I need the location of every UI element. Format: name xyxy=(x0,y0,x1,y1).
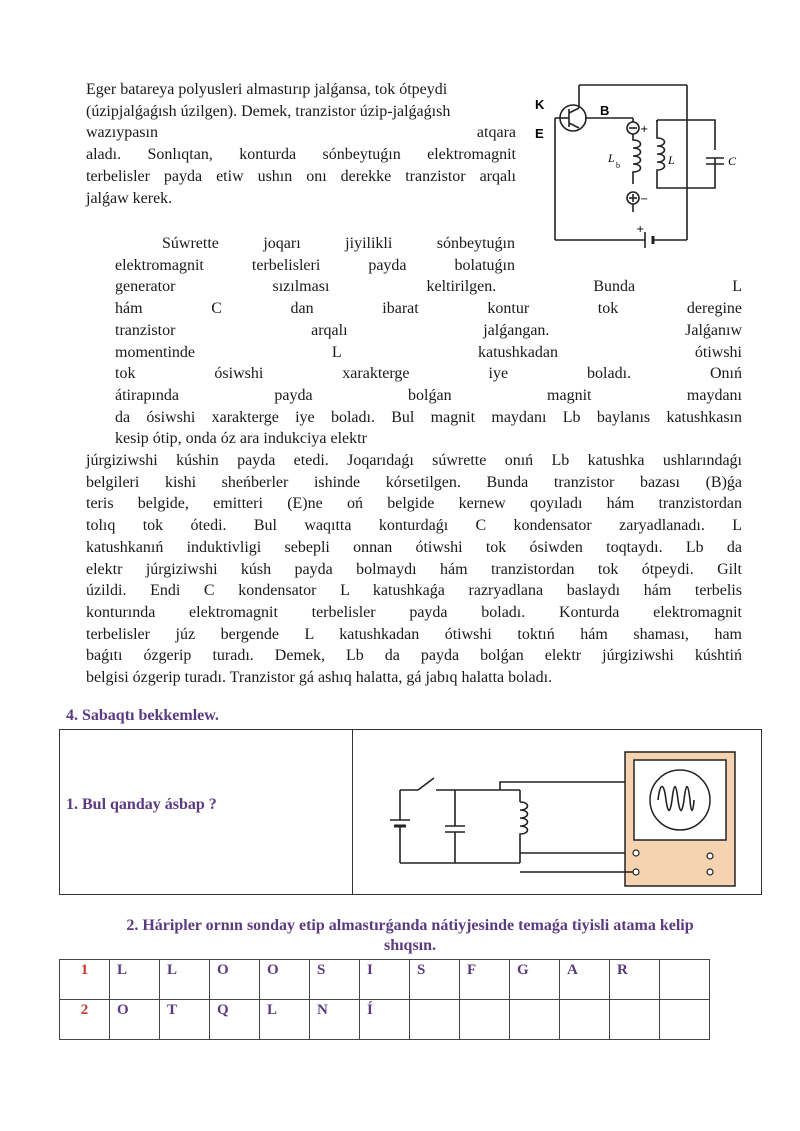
letter-cell xyxy=(610,1000,660,1040)
circuit-label-b: B xyxy=(600,103,610,118)
row-number: 1 xyxy=(60,960,110,1000)
text-line: kesip ótip, onda óz ara indukciya elektr xyxy=(115,430,367,448)
letter-cell xyxy=(660,1000,710,1040)
svg-text:b: b xyxy=(616,161,620,170)
letter-cell: S xyxy=(410,960,460,1000)
explanation-paragraph xyxy=(86,450,742,689)
text-line: aladı. Sonlıqtan, konturda sónbeytuǵın elektromagnit xyxy=(86,146,516,164)
text-line: belgisi ózgerip turadı. Tranzistor gá ashıq halatta, gá jabıq halatta boladı. xyxy=(86,669,553,687)
letter-cell: S xyxy=(310,960,360,1000)
letter-cell: O xyxy=(210,960,260,1000)
text-line: júrgiziwshi kúshin payda etedi. Joqarıdaǵı súwrette onıń Lb katushka ushlarındaǵı xyxy=(86,452,742,469)
text-line: (úzipjalǵaǵısh úzilgen). Demek, tranzistor úzip-jalǵaǵısh xyxy=(86,102,451,120)
letter-cell xyxy=(410,1000,460,1040)
oscilloscope-circuit-illustration xyxy=(380,748,740,888)
intro-paragraph xyxy=(86,79,516,209)
text-line: elektr júrgiziwshi kúsh payda bolmaydı hám tranzistordan tok ótpeydi. Gilt xyxy=(86,560,742,578)
letter-cell xyxy=(660,960,710,1000)
letter-cell: G xyxy=(510,960,560,1000)
letter-cell: O xyxy=(110,1000,160,1040)
question-2-title-line: shıqsın. xyxy=(383,937,437,954)
grid-row-2 xyxy=(60,1000,710,1040)
letter-cell: F xyxy=(460,960,510,1000)
ground-terminal xyxy=(633,869,639,875)
description-paragraph xyxy=(115,233,742,450)
letter-cell: Q xyxy=(210,1000,260,1040)
text-line: úzildi. Endi C kondensator L katushkaǵa razryadlana baslaydı hám terbelis xyxy=(86,582,742,600)
circuit-label-l: L xyxy=(668,153,675,167)
letter-cell: L xyxy=(160,960,210,1000)
letter-cell xyxy=(560,1000,610,1040)
letter-cell: O xyxy=(260,960,310,1000)
letter-cell: Í xyxy=(360,1000,410,1040)
svg-text:−: − xyxy=(640,194,649,205)
text-line: da ósiwshi xarakterge iye boladı. Bul magnit maydanı Lb baylanıs katushkasın xyxy=(115,408,742,426)
text-line: katushkanıń induktivligi sebepli onnan ótiwshi tok ósiwden toqtaydı. Lb da xyxy=(86,538,742,556)
coil-symbol xyxy=(520,802,528,863)
text-line: terbelisler payda etiw ushın onı derekke tranzistor arqalı xyxy=(86,167,516,185)
question-1-label: 1. Bul qanday ásbap ? xyxy=(66,796,217,813)
box-divider xyxy=(352,730,353,894)
letter-grid xyxy=(59,959,710,1040)
text-line: Súwrette joqarı jiyilikli sónbeytuǵın xyxy=(162,235,515,252)
grid-row-1 xyxy=(60,960,710,1000)
letter-cell: L xyxy=(110,960,160,1000)
text-line: baǵıtı ózgerip turadı. Demek, Lb da payda bolǵan elektr júrgiziwshi kúshtiń xyxy=(86,647,742,665)
letter-cell: T xyxy=(160,1000,210,1040)
text-line: generator sızılması keltirilgen. Bunda L xyxy=(115,278,742,296)
letter-cell: A xyxy=(560,960,610,1000)
text-line: tok ósiwshi xarakterge iye boladı. Onıń xyxy=(115,365,742,383)
circuit-label-e: E xyxy=(535,126,544,141)
circuit-label-lb: L xyxy=(608,151,615,165)
svg-text:+: + xyxy=(640,124,649,135)
letter-cell: N xyxy=(310,1000,360,1040)
text-line: tranzistor arqalı jalǵangan. Jalǵanıw xyxy=(115,321,742,339)
text-line: tolıq tok ótedi. Bul waqıtta konturdaǵı C kondensator zaryadlanadı. L xyxy=(86,517,742,535)
transistor-generator-diagram xyxy=(525,80,755,250)
text-line: terbelisler júz bergende L katushkadan ótiwshi toktıń hám shaması, ham xyxy=(86,625,742,643)
text-line: momentinde L katushkadan ótiwshi xyxy=(115,343,742,361)
letter-cell: R xyxy=(610,960,660,1000)
text-line: wazıypasın atqara xyxy=(86,124,516,142)
svg-text:+: + xyxy=(636,224,645,235)
row-number: 2 xyxy=(60,1000,110,1040)
letter-cell xyxy=(460,1000,510,1040)
coupling-coil-lb xyxy=(633,134,641,184)
circuit-label-c: C xyxy=(728,154,737,168)
circuit-label-k: K xyxy=(535,97,545,112)
question-2-title-line: 2. Háripler ornın sonday etip almastırǵanda nátiyjesinde temaǵa tiyisli atama kelip xyxy=(126,917,694,934)
switch-symbol xyxy=(418,778,434,790)
control-knob xyxy=(707,869,713,875)
section-heading: 4. Sabaqtı bekkemlew. xyxy=(66,707,219,724)
letter-cell: L xyxy=(260,1000,310,1040)
inductor-coil-l xyxy=(657,120,715,188)
control-knob xyxy=(707,853,713,859)
letter-cell xyxy=(510,1000,560,1040)
text-line: hám C dan ibarat kontur tok deregine xyxy=(115,300,742,318)
text-line: konturında elektromagnit terbelisler payda boladı. Konturda elektromagnit xyxy=(86,603,742,621)
question-2-title xyxy=(60,916,760,956)
text-line: jalǵaw kerek. xyxy=(86,189,173,207)
input-terminal xyxy=(633,850,639,856)
text-line: Eger batareya polyusleri almastırıp jalǵansa, tok ótpeydi xyxy=(86,81,448,98)
text-line: belgileri kishi sheńberler ishinde kórsetilgen. Bunda tranzistor bazası (B)ǵa xyxy=(86,473,742,491)
text-line: elektromagnit terbelisleri payda bolatuǵın xyxy=(115,256,515,274)
text-line: átirapında payda bolǵan magnit maydanı xyxy=(115,386,742,404)
letter-cell: I xyxy=(360,960,410,1000)
text-line: teris belgide, emitteri (E)ne oń belgide kernew qoyıladı hám tranzistordan xyxy=(86,495,742,513)
